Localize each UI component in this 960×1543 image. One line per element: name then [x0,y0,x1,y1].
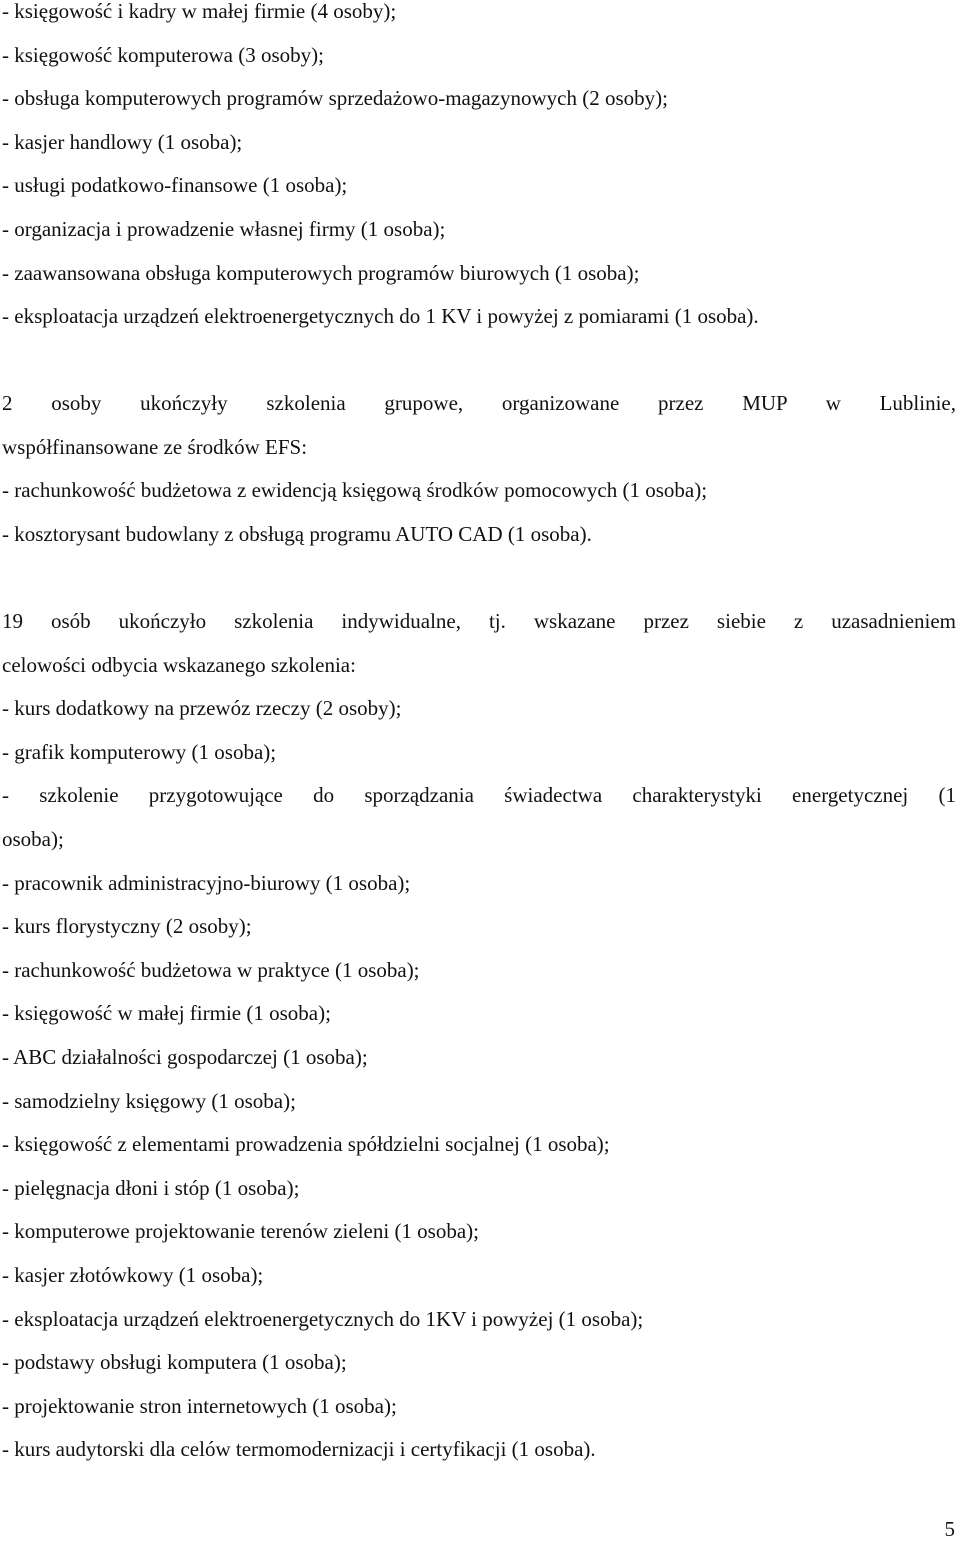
list-item: - obsługa komputerowych programów sprzedażowo-magazynowych (2 osoby); [2,86,668,111]
list-item: - ABC działalności gospodarczej (1 osoba); [2,1044,368,1069]
list-item: - eksploatacja urządzeń elektroenergetycznych do 1 KV i powyżej z pomiarami (1 osoba). [2,304,759,329]
list-item: - księgowość w małej firmie (1 osoba); [2,1001,331,1026]
list-item: - pracownik administracyjno-biurowy (1 osoba); [2,870,411,895]
list-item: - szkolenie przygotowujące do sporządzania świadectwa charakterystyki energetycznej (1 [2,783,956,808]
list-item: - rachunkowość budżetowa w praktyce (1 osoba); [2,957,420,982]
list-item: - grafik komputerowy (1 osoba); [2,739,277,764]
list-item: - księgowość z elementami prowadzenia spółdzielni socjalnej (1 osoba); [2,1132,610,1157]
list-item: - pielęgnacja dłoni i stóp (1 osoba); [2,1175,300,1200]
paragraph-intro-continued: współfinansowane ze środków EFS: [2,434,308,459]
list-item: - podstawy obsługi komputera (1 osoba); [2,1350,347,1375]
list-item-continued: osoba); [2,826,64,851]
group-training-section [2,382,956,556]
list-item: - organizacja i prowadzenie własnej firmy (1 osoba); [2,216,446,241]
list-item: - usługi podatkowo-finansowe (1 osoba); [2,173,348,198]
list-item: - projektowanie stron internetowych (1 osoba); [2,1393,397,1418]
paragraph-intro: 19 osób ukończyło szkolenia indywidualne, tj. wskazane przez siebie z uzasadnieniem [2,609,956,633]
list-item: - kosztorysant budowlany z obsługą programu AUTO CAD (1 osoba). [2,521,592,546]
page-number: 5 [944,1517,955,1541]
list-item: - księgowość komputerowa (3 osoby); [2,42,324,67]
list-item: - eksploatacja urządzeń elektroenergetycznych do 1KV i powyżej (1 osoba); [2,1306,644,1331]
list-item: - kurs florystyczny (2 osoby); [2,914,252,939]
paragraph-intro-continued: celowości odbycia wskazanego szkolenia: [2,652,356,677]
list-item: - samodzielny księgowy (1 osoba); [2,1088,296,1113]
list-item: - kurs audytorski dla celów termomodernizacji i certyfikacji (1 osoba). [2,1437,596,1462]
list-item: - rachunkowość budżetowa z ewidencją księgową środków pomocowych (1 osoba); [2,478,708,503]
list-item: - zaawansowana obsługa komputerowych programów biurowych (1 osoba); [2,260,640,285]
individual-training-section [2,600,956,1472]
list-item: - kasjer handlowy (1 osoba); [2,129,243,154]
list-item: - księgowość i kadry w małej firmie (4 osoby); [2,0,397,23]
list-item: - komputerowe projektowanie terenów zieleni (1 osoba); [2,1219,480,1244]
course-list-1 [2,0,956,339]
paragraph-intro: 2 osoby ukończyły szkolenia grupowe, organizowane przez MUP w Lublinie, [2,391,956,415]
list-item: - kasjer złotówkowy (1 osoba); [2,1262,264,1287]
list-item: - kurs dodatkowy na przewóz rzeczy (2 osoby); [2,696,402,721]
